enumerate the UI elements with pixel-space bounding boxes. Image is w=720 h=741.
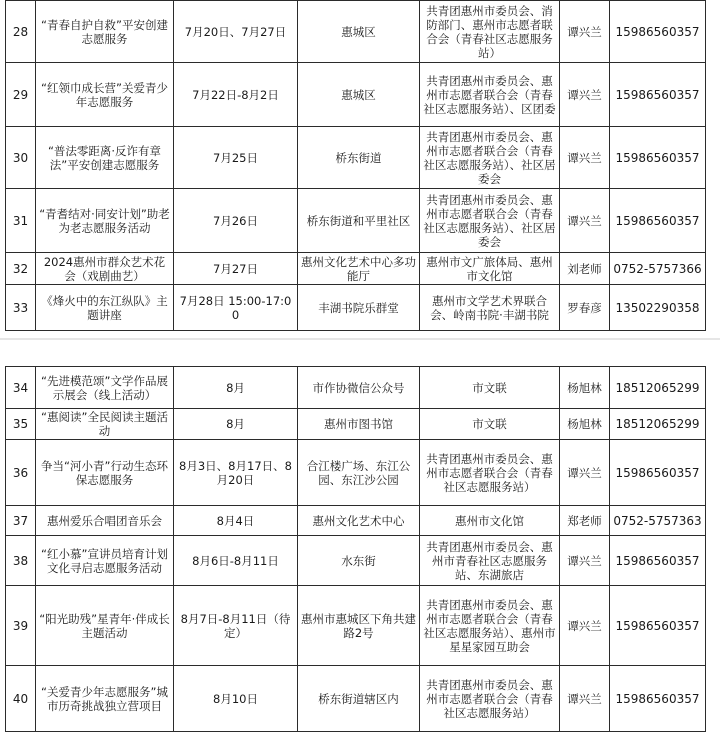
contact-phone: 15986560357 (610, 586, 706, 666)
activity-venue: 惠城区 (298, 63, 420, 127)
contact-person: 谭兴兰 (560, 440, 610, 506)
activity-venue: 丰湖书院乐群堂 (298, 285, 420, 331)
contact-person: 谭兴兰 (560, 189, 610, 253)
activity-date: 7月26日 (174, 189, 298, 253)
organizer: 惠州市文化馆 (420, 506, 560, 536)
activity-name: “青春自护自救”平安创建志愿服务 (36, 1, 174, 63)
activity-venue: 水东街 (298, 536, 420, 586)
row-number: 34 (6, 367, 36, 409)
row-number: 36 (6, 440, 36, 506)
row-number: 31 (6, 189, 36, 253)
organizer: 共青团惠州市委员会、消防部门、惠州市志愿者联合会（青春社区志愿服务站） (420, 1, 560, 63)
organizer: 共青团惠州市委员会、惠州市志愿者联合会（青春社区志愿服务站） (420, 666, 560, 732)
activity-venue: 桥东街道 (298, 127, 420, 189)
page-gap (0, 336, 720, 366)
activity-name: “关爱青少年志愿服务”城市历奇挑战独立营项目 (36, 666, 174, 732)
row-number: 37 (6, 506, 36, 536)
activity-venue: 桥东街道和平里社区 (298, 189, 420, 253)
contact-phone: 15986560357 (610, 666, 706, 732)
table-row (6, 506, 706, 536)
row-number: 29 (6, 63, 36, 127)
activity-venue: 市作协微信公众号 (298, 367, 420, 409)
activity-name: “惠阅读”全民阅读主题活动 (36, 409, 174, 440)
activity-venue: 桥东街道辖区内 (298, 666, 420, 732)
contact-phone: 18512065299 (610, 409, 706, 440)
organizer: 共青团惠州市委员会、惠州市志愿者联合会（青春社区志愿服务站）、区团委 (420, 63, 560, 127)
activity-date: 7月25日 (174, 127, 298, 189)
contact-person: 罗春彦 (560, 285, 610, 331)
activity-name: 《烽火中的东江纵队》主题讲座 (36, 285, 174, 331)
activity-date: 7月27日 (174, 253, 298, 285)
activity-date: 7月28日 15:00-17:00 (174, 285, 298, 331)
row-number: 32 (6, 253, 36, 285)
activity-date: 8月 (174, 409, 298, 440)
organizer: 共青团惠州市委员会、惠州市志愿者联合会（青春社区志愿服务站）、社区居委会 (420, 127, 560, 189)
contact-phone: 15986560357 (610, 63, 706, 127)
contact-phone: 15986560357 (610, 189, 706, 253)
activity-name: 2024惠州市群众艺术花会（戏剧曲艺） (36, 253, 174, 285)
activity-name: 惠州爱乐合唱团音乐会 (36, 506, 174, 536)
table-row (6, 536, 706, 586)
contact-phone: 18512065299 (610, 367, 706, 409)
activity-date: 8月3日、8月17日、8月20日 (174, 440, 298, 506)
activity-venue: 惠州市惠城区下角共建路2号 (298, 586, 420, 666)
table-row (6, 586, 706, 666)
event-table-top (5, 0, 706, 331)
contact-phone: 0752-5757366 (610, 253, 706, 285)
organizer: 市文联 (420, 367, 560, 409)
contact-person: 谭兴兰 (560, 1, 610, 63)
contact-person: 杨旭林 (560, 409, 610, 440)
row-number: 39 (6, 586, 36, 666)
organizer: 惠州市文广旅体局、惠州市文化馆 (420, 253, 560, 285)
activity-name: “青耆结对·同安计划”助老为老志愿服务活动 (36, 189, 174, 253)
activity-venue: 合江楼广场、东江公园、东江沙公园 (298, 440, 420, 506)
activity-date: 8月 (174, 367, 298, 409)
contact-person: 谭兴兰 (560, 666, 610, 732)
activity-venue: 惠州文化艺术中心 (298, 506, 420, 536)
organizer: 共青团惠州市委员会、惠州市志愿者联合会（青春社区志愿服务站）、惠州市星星家园互助会 (420, 586, 560, 666)
activity-name: “阳光助残”星青年·伴成长主题活动 (36, 586, 174, 666)
table-row (6, 127, 706, 189)
contact-person: 谭兴兰 (560, 536, 610, 586)
contact-person: 郑老师 (560, 506, 610, 536)
table-row (6, 409, 706, 440)
row-number: 35 (6, 409, 36, 440)
table-row (6, 440, 706, 506)
contact-person: 谭兴兰 (560, 63, 610, 127)
table-row (6, 285, 706, 331)
page-divider (0, 338, 720, 340)
row-number: 38 (6, 536, 36, 586)
event-table-body (6, 367, 706, 732)
row-number: 30 (6, 127, 36, 189)
organizer: 市文联 (420, 409, 560, 440)
contact-phone: 0752-5757363 (610, 506, 706, 536)
table-row (6, 63, 706, 127)
activity-date: 7月22日-8月2日 (174, 63, 298, 127)
contact-person: 谭兴兰 (560, 586, 610, 666)
contact-phone: 13502290358 (610, 285, 706, 331)
organizer: 共青团惠州市委员会、惠州市志愿者联合会（青春社区志愿服务站） (420, 440, 560, 506)
organizer: 共青团惠州市委员会、惠州市青春社区志愿服务站、东湖旅店 (420, 536, 560, 586)
activity-venue: 惠州文化艺术中心多功能厅 (298, 253, 420, 285)
organizer: 共青团惠州市委员会、惠州市志愿者联合会（青春社区志愿服务站）、社区居委会 (420, 189, 560, 253)
table-row (6, 253, 706, 285)
contact-phone: 15986560357 (610, 1, 706, 63)
row-number: 28 (6, 1, 36, 63)
activity-date: 8月7日-8月11日（待定） (174, 586, 298, 666)
row-number: 33 (6, 285, 36, 331)
activity-venue: 惠州市图书馆 (298, 409, 420, 440)
contact-person: 谭兴兰 (560, 127, 610, 189)
activity-name: 争当“河小青”行动生态环保志愿服务 (36, 440, 174, 506)
activity-name: “先进模范颂”文学作品展示展会（线上活动） (36, 367, 174, 409)
activity-date: 8月4日 (174, 506, 298, 536)
activity-name: “红小慕”宣讲员培育计划文化寻启志愿服务活动 (36, 536, 174, 586)
activity-date: 8月10日 (174, 666, 298, 732)
event-table-bottom (5, 366, 706, 732)
organizer: 惠州市文学艺术界联合会、岭南书院·丰湖书院 (420, 285, 560, 331)
activity-venue: 惠城区 (298, 1, 420, 63)
contact-phone: 15986560357 (610, 127, 706, 189)
table-row (6, 666, 706, 732)
activity-date: 8月6日-8月11日 (174, 536, 298, 586)
table-row (6, 367, 706, 409)
event-table-body (6, 1, 706, 331)
contact-person: 刘老师 (560, 253, 610, 285)
row-number: 40 (6, 666, 36, 732)
activity-name: “普法零距离·反诈有章法”平安创建志愿服务 (36, 127, 174, 189)
activity-name: “红领巾成长营”关爱青少年志愿服务 (36, 63, 174, 127)
contact-phone: 15986560357 (610, 536, 706, 586)
table-row (6, 189, 706, 253)
contact-person: 杨旭林 (560, 367, 610, 409)
contact-phone: 15986560357 (610, 440, 706, 506)
activity-date: 7月20日、7月27日 (174, 1, 298, 63)
table-row (6, 1, 706, 63)
